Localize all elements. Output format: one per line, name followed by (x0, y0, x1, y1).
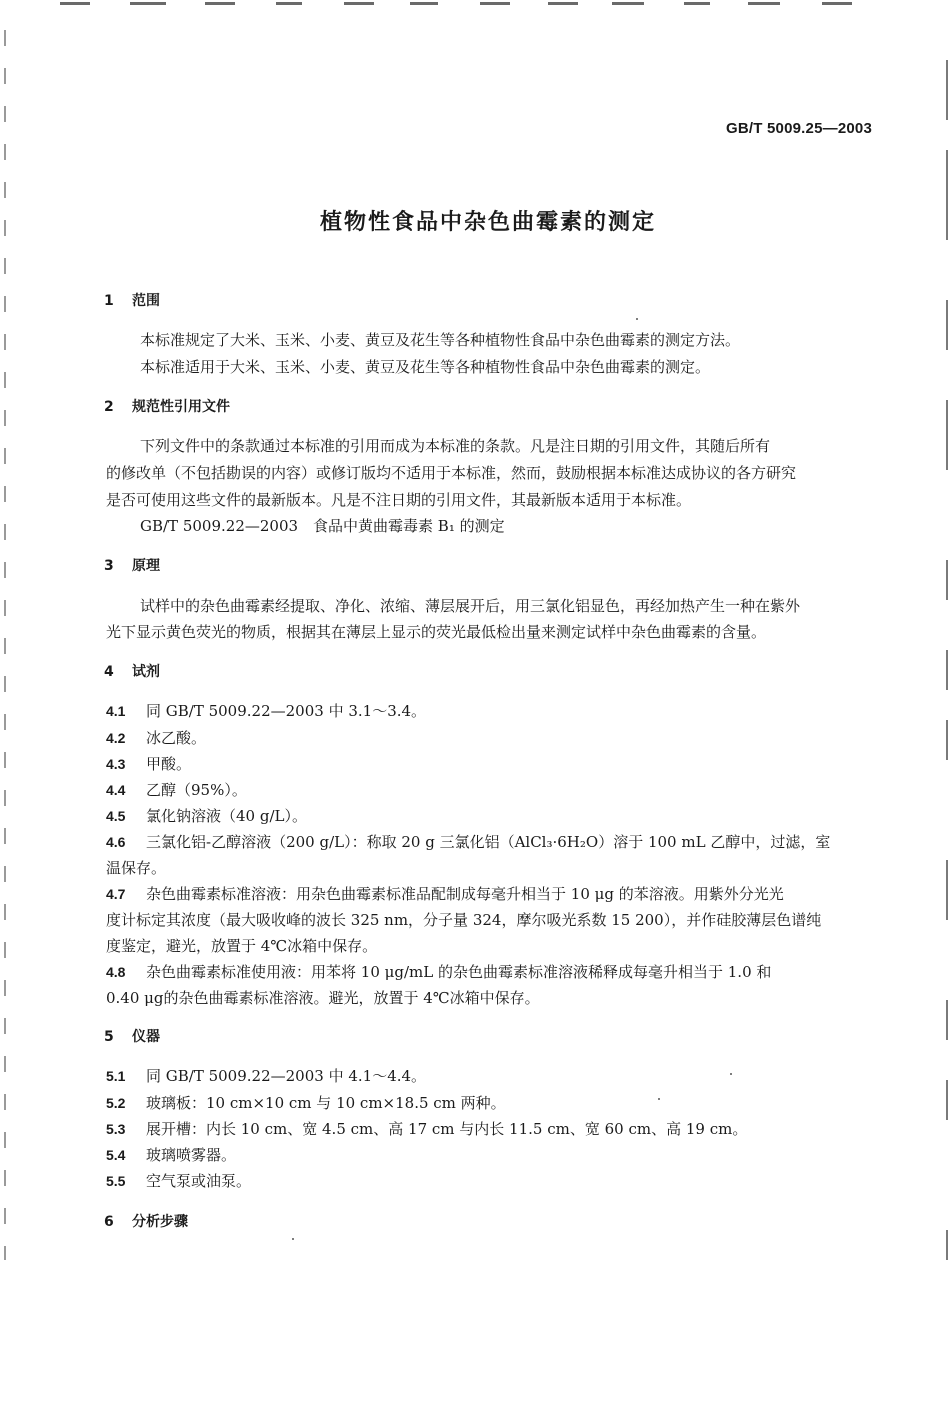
list-item-continuation: 温保存。 (106, 859, 167, 877)
list-item: 5.3 展开槽：内长 10 cm、宽 4.5 cm、高 17 cm 与内长 11.5 cm、宽 60 cm、高 19 cm。 (106, 1120, 748, 1138)
section-heading-2: 2 规范性引用文件 (104, 399, 230, 415)
paragraph: 试样中的杂色曲霉素经提取、净化、浓缩、薄层展开后，用三氯化铝显色，再经加热产生一种在紫外 (140, 597, 801, 615)
document-title: 植物性食品中杂色曲霉素的测定 (319, 210, 656, 235)
scan-speck (730, 1073, 732, 1075)
section-heading-5: 5 仪器 (104, 1029, 160, 1045)
list-item: 5.5 空气泵或油泵。 (106, 1172, 252, 1190)
paragraph: 本标准规定了大米、玉米、小麦、黄豆及花生等各种植物性食品中杂色曲霉素的测定方法。 (140, 331, 741, 349)
section-heading-3: 3 原理 (104, 558, 160, 574)
section-heading-4: 4 试剂 (104, 664, 160, 680)
list-item: 4.4 乙醇（95%）。 (106, 781, 247, 799)
scan-speck (292, 1238, 294, 1240)
normative-reference: GB/T 5009.22—2003 食品中黄曲霉毒素 B₁ 的测定 (140, 517, 505, 535)
list-item: 4.5 氯化钠溶液（40 g/L）。 (106, 807, 307, 825)
list-item-continuation: 0.40 μg的杂色曲霉素标准溶液。避光，放置于 4℃冰箱中保存。 (106, 989, 540, 1007)
list-item: 4.3 甲酸。 (106, 755, 192, 773)
scan-speck (636, 318, 638, 320)
list-item: 5.1 同 GB/T 5009.22—2003 中 4.1～4.4。 (106, 1067, 427, 1085)
paragraph-continuation: 的修改单（不包括勘误的内容）或修订版均不适用于本标准，然而，鼓励根据本标准达成协议的各方研究 (106, 464, 797, 482)
paragraph-continuation: 光下显示黄色荧光的物质，根据其在薄层上显示的荧光最低检出量来测定试样中杂色曲霉素的含量。 (106, 623, 767, 641)
paragraph-continuation: 是否可使用这些文件的最新版本。凡是不注日期的引用文件，其最新版本适用于本标准。 (106, 491, 692, 509)
list-item: 5.4 玻璃喷雾器。 (106, 1146, 237, 1164)
section-heading-1: 1 范围 (104, 293, 160, 309)
list-item: 4.1 同 GB/T 5009.22—2003 中 3.1～3.4。 (106, 702, 427, 720)
paragraph: 下列文件中的条款通过本标准的引用而成为本标准的条款。凡是注日期的引用文件，其随后所有 (140, 437, 771, 455)
list-item: 4.2 冰乙酸。 (106, 729, 207, 747)
list-item: 5.2 玻璃板：10 cm×10 cm 与 10 cm×18.5 cm 两种。 (106, 1094, 506, 1112)
list-item-continuation: 度鉴定，避光，放置于 4℃冰箱中保存。 (106, 937, 378, 955)
paragraph: 本标准适用于大米、玉米、小麦、黄豆及花生等各种植物性食品中杂色曲霉素的测定。 (140, 358, 711, 376)
scan-top-edge (0, 0, 950, 14)
list-item: 4.7 杂色曲霉素标准溶液：用杂色曲霉素标准品配制成每毫升相当于 10 μg 的苯溶液。用紫外分光光 (106, 885, 784, 903)
section-heading-6: 6 分析步骤 (104, 1214, 188, 1230)
list-item: 4.6 三氯化铝-乙醇溶液（200 g/L）：称取 20 g 三氯化铝（AlCl₃·6H₂O）溶于 100 mL 乙醇中，过滤，室 (106, 833, 831, 851)
scan-speck (658, 1098, 660, 1100)
list-item-continuation: 度计标定其浓度（最大吸收峰的波长 325 nm，分子量 324，摩尔吸光系数 15 200），并作硅胶薄层色谱纯 (106, 911, 822, 929)
list-item: 4.8 杂色曲霉素标准使用液：用苯将 10 μg/mL 的杂色曲霉素标准溶液稀释成每毫升相当于 1.0 和 (106, 963, 772, 981)
document-code: GB/T 5009.25—2003 (726, 120, 872, 137)
